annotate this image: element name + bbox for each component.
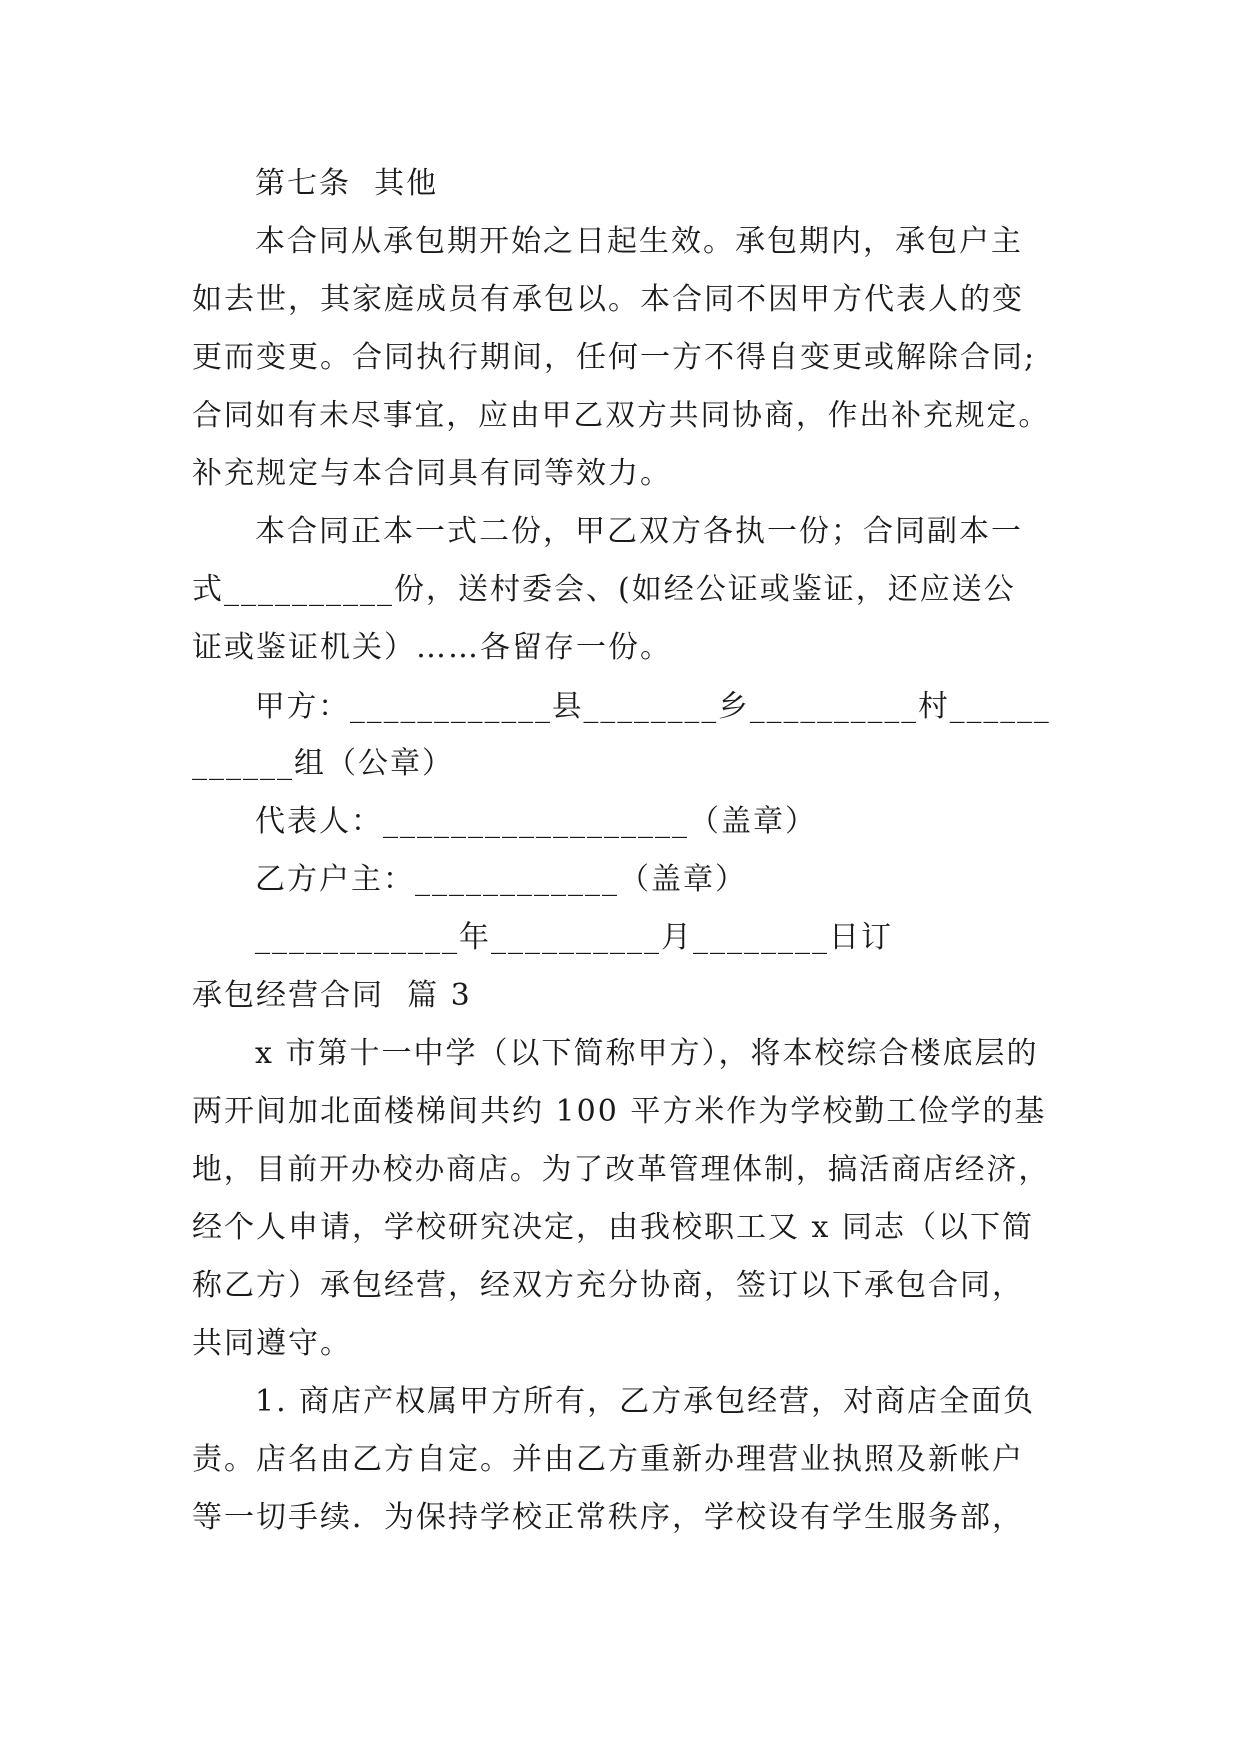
paragraph-line: x 市第十一中学（以下简称甲方），将本校综合楼底层的 (255, 1036, 1039, 1071)
party-a-signature-line: 甲方：____________县________乡__________村______ (255, 688, 1051, 723)
paragraph-line: 责。店名由乙方自定。并由乙方重新办理营业执照及新帐户 (192, 1442, 1024, 1477)
party-a-seal-line: ______组（公章） (192, 746, 454, 781)
paragraph-line: 本合同正本一式二份，甲乙双方各执一份；合同副本一 (255, 514, 1023, 549)
date-line: ____________年__________月________日订 (255, 920, 893, 955)
article-7-heading: 第七条 其他 (255, 166, 439, 201)
section-title: 承包经营合同 篇 3 (192, 978, 472, 1013)
party-b-signature-line: 乙方户主：____________（盖章） (255, 862, 747, 897)
paragraph-line: 共同遵守。 (192, 1326, 352, 1361)
representative-signature-line: 代表人：__________________（盖章） (255, 804, 817, 839)
paragraph-line: 式__________份，送村委会、(如经公证或鉴证，还应送公 (192, 572, 1016, 607)
paragraph-line: 地，目前开办校办商店。为了改革管理体制，搞活商店经济， (192, 1152, 1051, 1187)
paragraph-line: 称乙方）承包经营，经双方充分协商，签订以下承包合同， (192, 1268, 1024, 1303)
paragraph-line: 经个人申请，学校研究决定，由我校职工又 x 同志（以下简 (192, 1210, 1034, 1245)
paragraph-line: 合同如有未尽事宜，应由甲乙双方共同协商，作出补充规定。 (192, 398, 1051, 433)
clause-1-line: 1. 商店产权属甲方所有，乙方承包经营，对商店全面负 (255, 1384, 1036, 1419)
paragraph-line: 更而变更。合同执行期间，任何一方不得自变更或解除合同; (192, 340, 1037, 375)
paragraph-line: 本合同从承包期开始之日起生效。承包期内，承包户主 (255, 224, 1023, 259)
paragraph-line: 补充规定与本合同具有同等效力。 (192, 456, 672, 491)
paragraph-line: 如去世，其家庭成员有承包以。本合同不因甲方代表人的变 (192, 282, 1024, 317)
paragraph-line: 证或鉴证机关）……各留存一份。 (192, 630, 672, 665)
paragraph-line: 两开间加北面楼梯间共约 100 平方米作为学校勤工俭学的基 (192, 1094, 1047, 1129)
paragraph-line: 等一切手续．为保持学校正常秩序，学校设有学生服务部， (192, 1500, 1024, 1535)
